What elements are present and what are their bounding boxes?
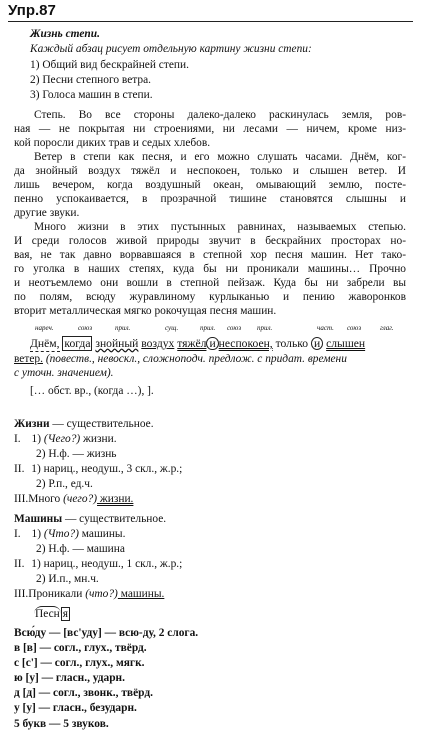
phonetic-row: ю [у] — гласн., ударн. xyxy=(14,672,125,684)
morph-num: II. xyxy=(14,463,25,475)
morph-row xyxy=(14,557,182,571)
morph-text: жизни. xyxy=(80,433,117,445)
parsed-word: ветер. xyxy=(14,353,43,365)
pos-label: союз xyxy=(227,324,242,332)
morph-text: 1) нариц., неодуш., 1 скл., ж.р.; xyxy=(31,558,183,570)
text-line: кой поросли диких трав и седых хлебов. xyxy=(14,137,211,149)
morph-num: III. xyxy=(14,493,29,505)
morph-num: II. xyxy=(14,558,25,570)
pos-label: прил. xyxy=(200,324,216,332)
plan-item-1: 1) Общий вид бескрайней степи. xyxy=(30,59,189,71)
text-line: Ветер в степи как песня, и его можно слушать часами. Днём, ког- xyxy=(34,151,406,163)
word-parse xyxy=(34,606,70,621)
phonetic-row: д [д] — согл., звонк., твёрд. xyxy=(14,687,153,699)
morph-text: 1) xyxy=(31,528,42,540)
pos-label: нареч. xyxy=(35,324,54,332)
morph-text: машины. xyxy=(117,588,165,600)
text-line: да знойный воздух тяжёл и неспокоен, только и слышен ветер. И xyxy=(14,165,406,177)
morph-num: I. xyxy=(14,528,21,540)
text-line: ная — не покрытая ни строениями, ни лесами — ничем, кроме низ- xyxy=(14,123,406,135)
parsed-word: неспокоен, xyxy=(218,337,273,350)
header-divider xyxy=(8,21,413,22)
text-title: Жизнь степи. xyxy=(30,28,100,40)
morph-num: I. xyxy=(14,433,21,445)
phonetic-row: с [с'] — согл., глух., мягк. xyxy=(14,657,145,669)
morph-text: Много xyxy=(28,493,61,505)
text-line: и неотъемлемо они вошли в степной пейзаж. Куда бы ни забрели вы xyxy=(14,277,406,289)
phonetic-row: в [в] — согл., глух., твёрд. xyxy=(14,642,147,654)
morph-question: (чего?) xyxy=(63,493,98,505)
sentence-scheme: [… обст. вр., (когда …), ]. xyxy=(30,385,154,397)
parsed-sentence xyxy=(30,337,365,352)
morph-row xyxy=(14,462,182,476)
phonetic-summary: 5 букв — 5 звуков. xyxy=(14,718,109,730)
morph-word: Машины xyxy=(14,513,63,525)
morph-text: жизни. xyxy=(97,493,134,505)
text-line: вая, не так давно ворвавшаяся в степной хор песня машин. Нет тако- xyxy=(14,249,406,261)
pos-label: союз xyxy=(78,324,93,332)
morph-num: III. xyxy=(14,588,29,600)
text-subtitle: Каждый абзац рисует отдельную картину жизни степи: xyxy=(30,43,312,55)
pos-label: глаг. xyxy=(380,324,394,332)
morph-word: Жизни xyxy=(14,418,50,430)
parsed-word: знойный xyxy=(95,337,139,350)
morph-heading xyxy=(14,512,166,526)
phonetic-heading: Всю́ду — [вс'уду] — всю-ду, 2 слога. xyxy=(14,627,199,639)
word-ending: я xyxy=(62,608,68,620)
text-line: Степь. Во все стороны далеко-далеко раскинулась земля, ров- xyxy=(34,109,406,121)
text-line: по полям, всюду журавлиному курлыканью и пению жаворонков xyxy=(14,291,406,303)
parsed-sentence-line2 xyxy=(14,352,347,366)
morph-heading xyxy=(14,417,154,431)
parsed-word: когда xyxy=(64,337,91,350)
morph-text: 1) нариц., неодуш., 3 скл., ж.р.; xyxy=(31,463,183,475)
sentence-note-2: с уточн. значением). xyxy=(14,367,114,379)
morph-row xyxy=(14,432,117,446)
morph-row: 2) Н.ф. — жизнь xyxy=(36,448,117,460)
text-line: го уголка в наших степях, куда бы ни проникали машины… Прочно xyxy=(14,263,406,275)
morph-text: 1) xyxy=(31,433,42,445)
parsed-word: Днём, xyxy=(30,337,60,350)
morph-pos: — существительное. xyxy=(62,513,167,525)
text-line: лишь вечером, когда воздушный океан, омывающий землю, посте- xyxy=(14,179,406,191)
text-line: вторит металлическая мягко рокочущая песня машин. xyxy=(14,305,277,317)
parsed-word: слышен xyxy=(326,337,366,350)
morph-row xyxy=(14,527,125,541)
sentence-note: (повеств., невоскл., сложноподч. предлож. с придат. времени xyxy=(45,353,347,365)
phonetic-row: у [у] — гласн., безударн. xyxy=(14,702,137,714)
parsed-word: и xyxy=(206,337,218,350)
plan-item-3: 3) Голоса машин в степи. xyxy=(30,89,153,101)
parsed-word: воздух xyxy=(141,337,175,350)
text-line: другие звуки. xyxy=(14,207,80,219)
morph-question: (Чего?) xyxy=(43,433,81,445)
pos-label: прил. xyxy=(257,324,273,332)
text-line: пенно успокаивается, в прозрачной тишине становятся слышны и xyxy=(14,193,406,205)
text-line: Много жизни в этих пустынных равнинах, называемых степью. xyxy=(34,221,406,233)
parsed-word: тяжёл xyxy=(177,337,207,350)
morph-row xyxy=(14,492,133,506)
morph-text: машины. xyxy=(78,528,126,540)
morph-pos: — существительное. xyxy=(49,418,154,430)
morph-question: (Что?) xyxy=(43,528,79,540)
exercise-title: Упр.87 xyxy=(8,2,56,19)
pos-label: част. xyxy=(317,324,334,332)
morph-row: 2) И.п., мн.ч. xyxy=(36,573,99,585)
morph-question: (что?) xyxy=(85,588,118,600)
word-root: Песн xyxy=(35,608,60,620)
text-line: И среди голосов живой природы звучит в бескрайних просторах но- xyxy=(14,235,406,247)
pos-label: союз xyxy=(347,324,362,332)
morph-row: 2) Р.п., ед.ч. xyxy=(36,478,93,490)
morph-row xyxy=(14,587,164,601)
pos-label: сущ. xyxy=(165,324,179,332)
morph-text: Проникали xyxy=(28,588,83,600)
parsed-word: только xyxy=(275,337,309,350)
parsed-word: и xyxy=(311,337,323,350)
morph-row: 2) Н.ф. — машина xyxy=(36,543,125,555)
plan-item-2: 2) Песни степного ветра. xyxy=(30,74,151,86)
pos-label: прил. xyxy=(115,324,131,332)
